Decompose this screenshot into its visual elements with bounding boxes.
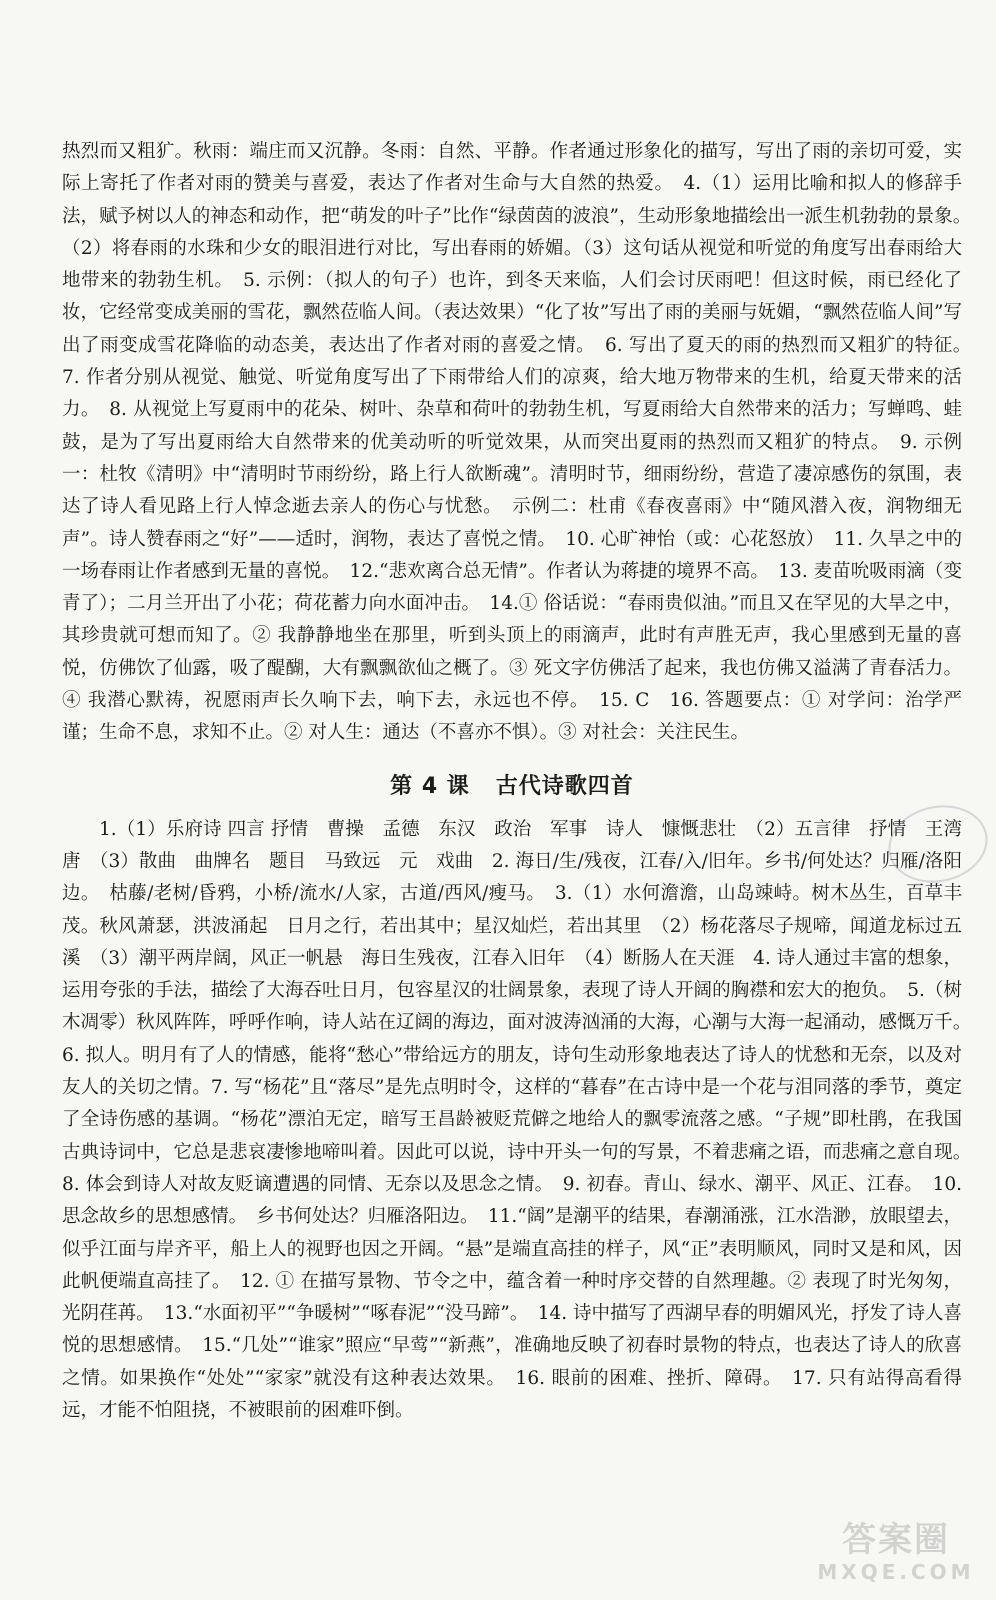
answer-page	[62, 136, 981, 1427]
lesson-number: 第 4 课	[390, 773, 470, 799]
lesson4-answers: 1.（1）乐府诗 四言 抒情 曹操 孟德 东汉 政治 军事 诗人 慷慨悲壮 （2）五言律 抒情 王湾 唐 （3）散曲 曲牌名 题目 马致远 元 戏曲 2. 海日/生/残夜，江春/入/旧年。乡书/何处达？归雁/洛阳边。 枯藤/老树/昏鸦，小桥/流水/人家，古道/西风/瘦马。 3.（1）水何澹澹，山岛竦峙。树木丛生，百草丰茂。秋风萧瑟，洪波涌起 日月之行，若出其中；星汉灿烂，若出其里 （2）杨花落尽子规啼，闻道龙标过五溪 （3）潮平两岸阔，风正一帆悬 海日生残夜，江春入旧年 （4）断肠人在天涯 4. 诗人通过丰富的想象，运用夸张的手法，描绘了大海吞吐日月，包容星汉的壮阔景象，表现了诗人开阔的胸襟和宏大的抱负。 5.（树木凋零）秋风阵阵，呼呼作响，诗人站在辽阔的海边，面对波涛汹涌的大海，心潮与大海一起涌动，感慨万千。 6. 拟人。明月有了人的情感，能将“愁心”带给远方的朋友，诗句生动形象地表达了诗人的忧愁和无奈，以及对友人的关切之情。7. 写“杨花”且“落尽”是先点明时令，这样的“暮春”在古诗中是一个花与泪同落的季节，奠定了全诗伤感的基调。“杨花”漂泊无定，暗写王昌龄被贬荒僻之地给人的飘零流落之感。“子规”即杜鹃，在我国古典诗词中，它总是悲哀凄惨地啼叫着。因此可以说，诗中开头一句的写景，不着悲痛之语，而悲痛之意自现。 8. 体会到诗人对故友贬谪遭遇的同情、无奈以及思念之情。 9. 初春。青山、绿水、潮平、风正、江春。 10. 思念故乡的思想感情。 乡书何处达？归雁洛阳边。 11.“阔”是潮平的结果，春潮涌涨，江水浩渺，放眼望去，似乎江面与岸齐平，船上人的视野也因之开阔。“悬”是端直高挂的样子，风“正”表明顺风，同时又是和风，因此帆便端直高挂了。 12. ① 在描写景物、节令之中，蕴含着一种时序交替的自然理趣。② 表现了时光匆匆，光阴荏苒。 13.“水面初平”“争暖树”“啄春泥”“没马蹄”。 14. 诗中描写了西湖早春的明媚风光，抒发了诗人喜悦的思想感情。 15.“几处”“谁家”照应“早莺”“新燕”，准确地反映了初春时景物的特点，也表达了诗人的欣喜之情。如果换作“处处”“家家”就没有这种表达效果。 16. 眼前的困难、挫折、障碍。 17. 只有站得高看得远，才能不怕阻挠，不被眼前的困难吓倒。	[62, 818, 981, 1421]
lesson-heading	[62, 770, 962, 804]
watermark-url: MXQE.COM	[817, 1560, 975, 1584]
lesson-title: 古代诗歌四首	[495, 773, 634, 799]
site-watermark-logo	[816, 1520, 976, 1592]
previous-lesson-answers: 热烈而又粗犷。秋雨：端庄而又沉静。冬雨：自然、平静。作者通过形象化的描写，写出了雨的亲切可爱，实际上寄托了作者对雨的赞美与喜爱，表达了作者对生命与大自然的热爱。 4.（1）运用比喻和拟人的修辞手法，赋予树以人的神态和动作，把“萌发的叶子”比作“绿茵茵的波浪”，生动形象地描绘出一派生机勃勃的景象。 （2）将春雨的水珠和少女的眼泪进行对比，写出春雨的娇媚。（3）这句话从视觉和听觉的角度写出春雨给大地带来的勃勃生机。 5. 示例：（拟人的句子）也许，到冬天来临，人们会讨厌雨吧！但这时候，雨已经化了妆，它经常变成美丽的雪花，飘然莅临人间。（表达效果）“化了妆”写出了雨的美丽与妩媚，“飘然莅临人间”写出了雨变成雪花降临的动态美，表达出了作者对雨的喜爱之情。 6. 写出了夏天的雨的热烈而又粗犷的特征。 7. 作者分别从视觉、触觉、听觉角度写出了下雨带给人们的凉爽，给大地万物带来的生机，给夏天带来的活力。 8. 从视觉上写夏雨中的花朵、树叶、杂草和荷叶的勃勃生机，写夏雨给大自然带来的活力；写蝉鸣、蛙鼓，是为了写出夏雨给大自然带来的优美动听的听觉效果，从而突出夏雨的热烈而又粗犷的特点。 9. 示例一：杜牧《清明》中“清明时节雨纷纷，路上行人欲断魂”。清明时节，细雨纷纷，营造了凄凉感伤的氛围，表达了诗人看见路上行人悼念逝去亲人的伤心与忧愁。 示例二：杜甫《春夜喜雨》中“随风潜入夜，润物细无声”。诗人赞春雨之“好”——适时，润物，表达了喜悦之情。 10. 心旷神怡（或：心花怒放） 11. 久旱之中的一场春雨让作者感到无量的喜悦。 12.“悲欢离合总无情”。作者认为蒋捷的境界不高。 13. 麦苗吮吸雨滴（变青了）；二月兰开出了小花；荷花蓄力向水面冲击。 14.① 俗话说：“春雨贵似油。”而且又在罕见的大旱之中，其珍贵就可想而知了。② 我静静地坐在那里，听到头顶上的雨滴声，此时有声胜无声，我心里感到无量的喜悦，仿佛饮了仙露，吸了醍醐，大有飘飘欲仙之概了。③ 死文字仿佛活了起来，我也仿佛又溢满了青春活力。④ 我潜心默祷，祝愿雨声长久响下去，响下去，永远也不停。 15. C 16. 答题要点：① 对学问：治学严谨；生命不息，求知不止。② 对人生：通达（不喜亦不惧）。③ 对社会：关注民生。	[62, 141, 981, 744]
watermark-title: 答案圈	[842, 1520, 950, 1560]
